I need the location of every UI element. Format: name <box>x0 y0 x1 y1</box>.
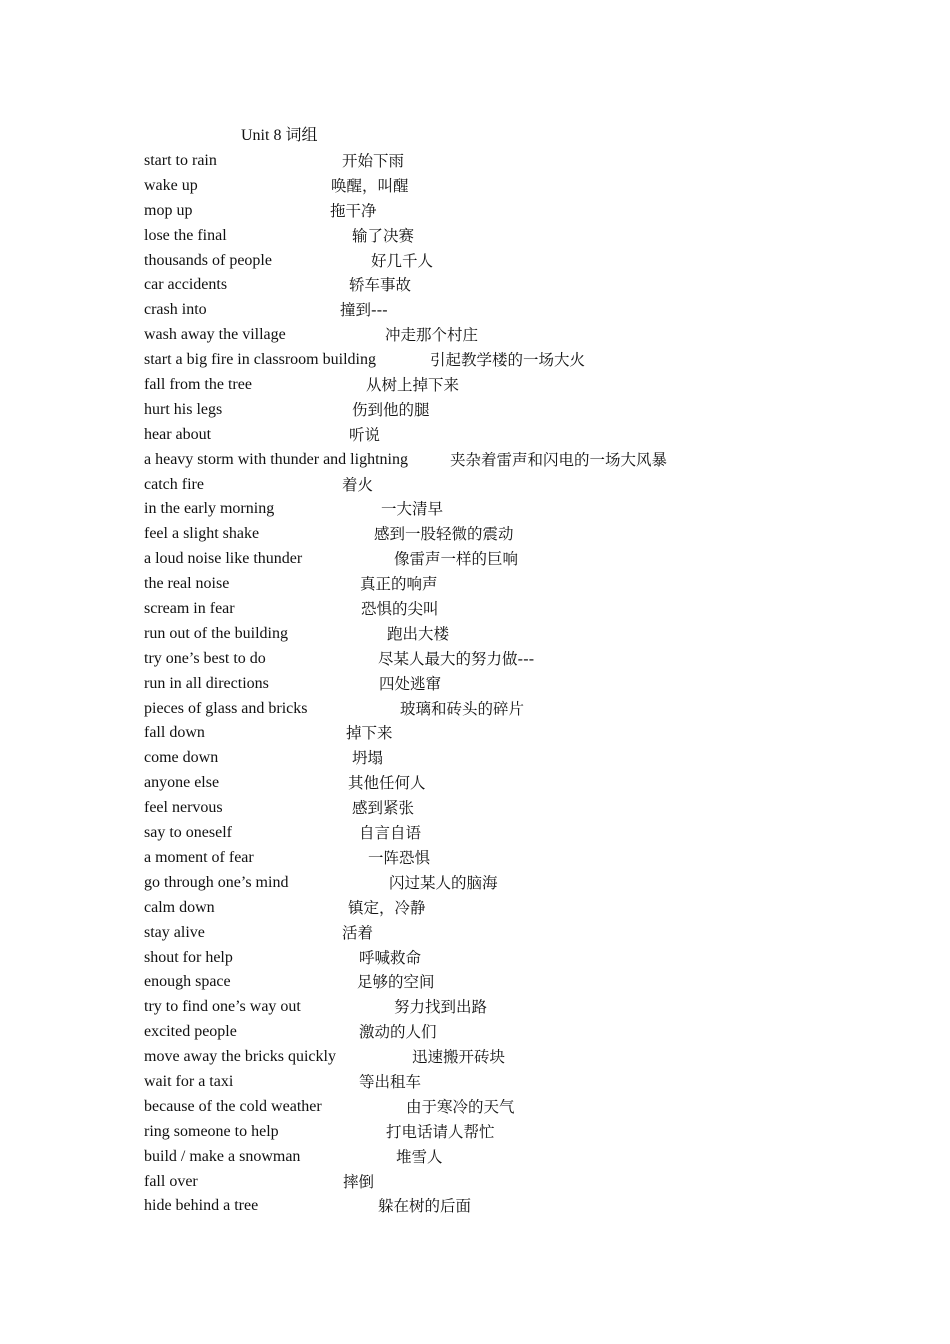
phrase-english: mop up <box>144 201 193 219</box>
phrase-row <box>144 1146 904 1171</box>
phrase-row <box>144 673 904 698</box>
phrase-english: fall down <box>144 724 205 742</box>
phrase-row <box>144 872 904 897</box>
phrase-row <box>144 922 904 947</box>
phrase-chinese: 引起教学楼的一场大火 <box>430 351 586 370</box>
phrase-chinese: 拖干净 <box>330 201 377 220</box>
phrase-chinese: 跑出大楼 <box>387 624 450 643</box>
phrase-chinese: 恐惧的尖叫 <box>361 600 439 619</box>
phrase-english: ring someone to help <box>144 1122 279 1140</box>
phrase-english: thousands of people <box>144 251 272 269</box>
phrase-chinese: 着火 <box>342 475 374 494</box>
phrase-chinese: 轿车事故 <box>349 276 412 295</box>
phrase-chinese: 夹杂着雷声和闪电的一场大风暴 <box>450 450 668 469</box>
phrase-row <box>144 1096 904 1121</box>
page-title: Unit 8 词组 <box>241 127 318 144</box>
phrase-english: hurt his legs <box>144 400 223 418</box>
phrase-chinese: 尽某人最大的努力做--- <box>378 649 535 668</box>
phrase-chinese: 真正的响声 <box>360 575 438 594</box>
phrase-english: in the early morning <box>144 500 275 518</box>
phrase-row <box>144 1195 904 1220</box>
phrase-chinese: 等出租车 <box>359 1072 422 1091</box>
phrase-english: try one’s best to do <box>144 649 266 667</box>
phrase-english: shout for help <box>144 948 233 966</box>
phrase-row <box>144 947 904 972</box>
phrase-row <box>144 349 904 374</box>
phrase-row <box>144 1171 904 1196</box>
phrase-chinese: 努力找到出路 <box>394 998 488 1017</box>
phrase-english: excited people <box>144 1023 237 1041</box>
phrase-english: a heavy storm with thunder and lightning <box>144 450 408 468</box>
phrase-chinese: 躲在树的后面 <box>378 1197 472 1216</box>
phrase-chinese: 冲走那个村庄 <box>385 326 479 345</box>
phrase-chinese: 开始下雨 <box>342 152 405 170</box>
phrase-english: the real noise <box>144 575 230 593</box>
phrase-english: fall over <box>144 1172 198 1190</box>
phrase-row <box>144 747 904 772</box>
phrase-chinese: 坍塌 <box>352 749 384 768</box>
phrase-row <box>144 1021 904 1046</box>
phrase-row <box>144 822 904 847</box>
phrase-list <box>144 150 904 1220</box>
phrase-english: feel nervous <box>144 799 223 817</box>
phrase-row <box>144 698 904 723</box>
phrase-chinese: 玻璃和砖头的碎片 <box>400 699 525 718</box>
phrase-chinese: 听说 <box>349 425 381 444</box>
phrase-english: a loud noise like thunder <box>144 550 303 568</box>
phrase-english: start a big fire in classroom building <box>144 351 376 369</box>
phrase-english: hear about <box>144 425 212 443</box>
phrase-row <box>144 399 904 424</box>
phrase-chinese: 其他任何人 <box>348 774 426 793</box>
phrase-chinese: 输了决赛 <box>352 226 415 245</box>
phrase-english: come down <box>144 749 219 767</box>
phrase-chinese: 一大清早 <box>381 500 444 519</box>
phrase-english: run in all directions <box>144 674 269 692</box>
phrase-english: wash away the village <box>144 326 286 344</box>
phrase-chinese: 感到一股轻微的震动 <box>374 525 514 544</box>
phrase-chinese: 好几千人 <box>371 251 434 270</box>
phrase-english: fall from the tree <box>144 376 252 394</box>
phrase-chinese: 自言自语 <box>359 824 422 843</box>
phrase-chinese: 一阵恐惧 <box>368 848 431 867</box>
phrase-english: crash into <box>144 301 207 319</box>
phrase-row <box>144 523 904 548</box>
phrase-row <box>144 424 904 449</box>
phrase-row <box>144 623 904 648</box>
phrase-row <box>144 971 904 996</box>
phrase-chinese: 撞到--- <box>340 301 388 320</box>
phrase-english: build / make a snowman <box>144 1147 301 1165</box>
phrase-english: stay alive <box>144 923 205 941</box>
phrase-row <box>144 797 904 822</box>
phrase-row <box>144 374 904 399</box>
phrase-english: catch fire <box>144 475 204 493</box>
phrase-english: car accidents <box>144 276 228 294</box>
phrase-row <box>144 150 904 175</box>
phrase-chinese: 激动的人们 <box>359 1023 437 1042</box>
phrase-english: hide behind a tree <box>144 1197 259 1215</box>
phrase-chinese: 活着 <box>342 923 374 942</box>
phrase-row <box>144 722 904 747</box>
phrase-chinese: 像雷声一样的巨响 <box>394 550 519 569</box>
phrase-english: enough space <box>144 973 231 991</box>
phrase-row <box>144 274 904 299</box>
phrase-chinese: 伤到他的腿 <box>352 400 430 419</box>
phrase-english: say to oneself <box>144 824 232 842</box>
phrase-chinese: 由于寒冷的天气 <box>406 1097 515 1116</box>
phrase-row <box>144 548 904 573</box>
phrase-english: try to find one’s way out <box>144 998 301 1016</box>
phrase-chinese: 打电话请人帮忙 <box>386 1122 495 1141</box>
phrase-row <box>144 1046 904 1071</box>
phrase-chinese: 镇定，冷静 <box>348 898 426 917</box>
phrase-english: calm down <box>144 898 215 916</box>
phrase-row <box>144 1071 904 1096</box>
phrase-english: scream in fear <box>144 600 235 618</box>
phrase-english: wake up <box>144 176 198 194</box>
phrase-row <box>144 598 904 623</box>
phrase-chinese: 摔倒 <box>343 1172 375 1191</box>
phrase-english: pieces of glass and bricks <box>144 699 308 717</box>
phrase-row <box>144 498 904 523</box>
phrase-english: because of the cold weather <box>144 1097 322 1115</box>
phrase-row <box>144 449 904 474</box>
phrase-english: lose the final <box>144 226 227 244</box>
phrase-chinese: 唤醒，叫醒 <box>331 176 409 195</box>
phrase-english: a moment of fear <box>144 848 254 866</box>
phrase-row <box>144 772 904 797</box>
phrase-english: go through one’s mind <box>144 873 289 891</box>
phrase-row <box>144 1121 904 1146</box>
phrase-english: run out of the building <box>144 624 288 642</box>
phrase-chinese: 闪过某人的脑海 <box>389 873 498 892</box>
phrase-row <box>144 299 904 324</box>
phrase-row <box>144 847 904 872</box>
phrase-row <box>144 175 904 200</box>
phrase-row <box>144 324 904 349</box>
phrase-english: anyone else <box>144 774 220 792</box>
phrase-chinese: 感到紧张 <box>352 799 415 818</box>
phrase-row <box>144 648 904 673</box>
phrase-chinese: 从树上掉下来 <box>366 376 460 395</box>
phrase-english: move away the bricks quickly <box>144 1048 336 1066</box>
phrase-chinese: 堆雪人 <box>396 1147 443 1166</box>
phrase-chinese: 掉下来 <box>346 724 393 743</box>
phrase-english: start to rain <box>144 152 217 169</box>
phrase-english: feel a slight shake <box>144 525 260 543</box>
phrase-row <box>144 200 904 225</box>
phrase-row <box>144 996 904 1021</box>
phrase-chinese: 四处逃窜 <box>379 674 442 693</box>
phrase-chinese: 呼喊救命 <box>359 948 422 967</box>
phrase-chinese: 迅速搬开砖块 <box>412 1048 506 1067</box>
phrase-english: wait for a taxi <box>144 1072 234 1090</box>
phrase-row <box>144 250 904 275</box>
phrase-row <box>144 897 904 922</box>
phrase-row <box>144 573 904 598</box>
phrase-chinese: 足够的空间 <box>357 973 435 992</box>
phrase-row <box>144 225 904 250</box>
phrase-row <box>144 474 904 499</box>
